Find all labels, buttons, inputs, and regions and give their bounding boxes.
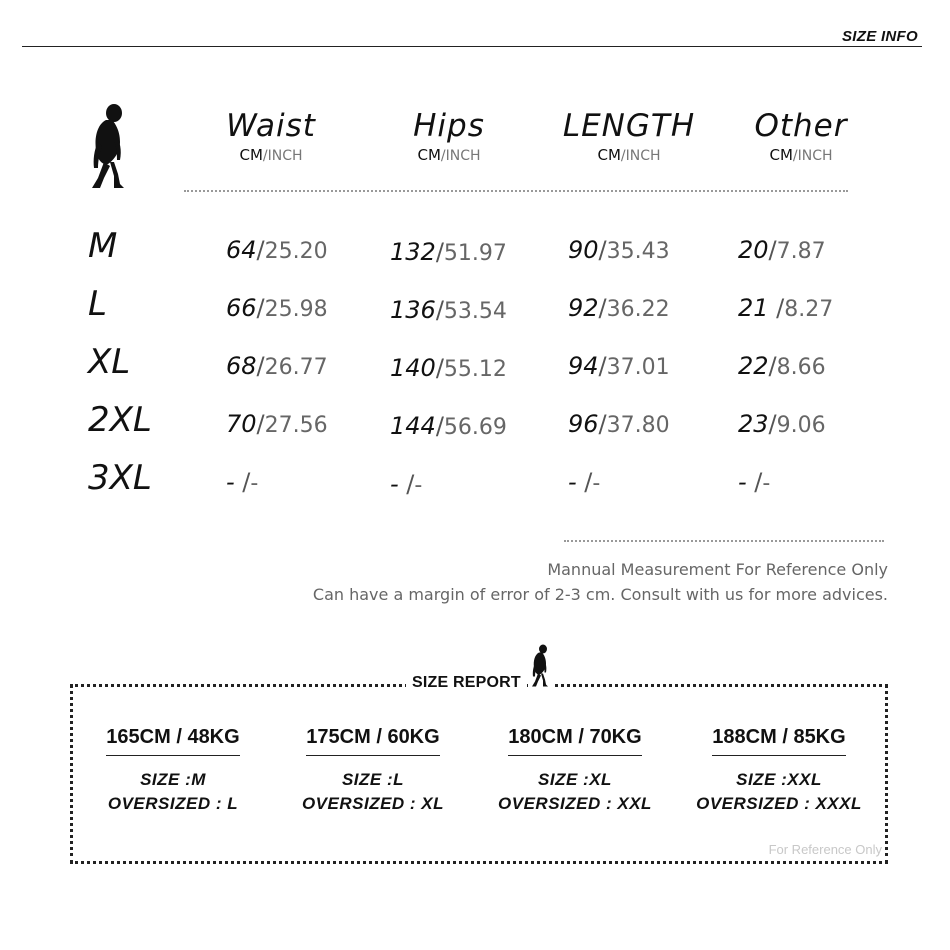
size-report-item <box>278 726 468 814</box>
table-cell: - /- <box>226 468 259 496</box>
table-cell: 94/37.01 <box>568 352 670 380</box>
height-weight: 175CM / 60KG <box>306 726 439 756</box>
recommended-size: SIZE :XL <box>538 770 612 789</box>
size-label-m: M <box>88 226 118 266</box>
walking-ape-figure-icon <box>528 640 554 692</box>
height-weight: 180CM / 70KG <box>508 726 641 756</box>
column-title: LENGTH <box>562 108 696 144</box>
table-cell: 22/8.66 <box>738 352 826 380</box>
table-cell: 90/35.43 <box>568 236 670 264</box>
table-cell: 144/56.69 <box>390 412 507 440</box>
table-cell: - /- <box>568 468 601 496</box>
table-cell: 92/36.22 <box>568 294 670 322</box>
table-cell: 21 /8.27 <box>738 294 834 322</box>
column-unit: CM/INCH <box>239 146 303 164</box>
table-cell: 20/7.87 <box>738 236 826 264</box>
recommended-size: SIZE :L <box>341 770 405 789</box>
measurement-note: Mannual Measurement For Reference Only <box>547 560 888 579</box>
table-cell: 96/37.80 <box>568 410 670 438</box>
table-cell: 140/55.12 <box>390 354 507 382</box>
margin-note: Can have a margin of error of 2-3 cm. Consult with us for more advices. <box>312 585 888 604</box>
column-header-length <box>544 108 714 164</box>
table-cell: - /- <box>390 470 423 498</box>
height-weight: 188CM / 85KG <box>712 726 845 756</box>
notes-dotted-divider <box>564 540 884 542</box>
size-report-item <box>480 726 670 814</box>
walking-ape-figure-icon <box>84 102 136 192</box>
page-title: SIZE INFO <box>841 28 918 45</box>
column-header-hips <box>364 108 534 164</box>
size-report-item <box>78 726 268 814</box>
height-weight: 165CM / 48KG <box>106 726 239 756</box>
oversized-size: OVERSIZED : XXL <box>498 794 652 813</box>
oversized-size: OVERSIZED : XL <box>301 794 445 813</box>
header-dotted-divider <box>184 190 848 192</box>
size-report-item <box>684 726 874 814</box>
table-cell: 68/26.77 <box>226 352 328 380</box>
table-cell: 132/51.97 <box>390 238 507 266</box>
table-cell: 64/25.20 <box>226 236 328 264</box>
table-cell: - /- <box>738 468 771 496</box>
column-title: Waist <box>226 108 316 144</box>
column-header-waist <box>186 108 356 164</box>
oversized-size: OVERSIZED : L <box>107 794 239 813</box>
column-title: Hips <box>413 108 485 144</box>
table-cell: 70/27.56 <box>226 410 328 438</box>
recommended-size: SIZE :XXL <box>736 770 822 789</box>
size-label-l: L <box>88 284 107 324</box>
column-header-other <box>716 108 886 164</box>
table-cell: 66/25.98 <box>226 294 328 322</box>
size-label-3xl: 3XL <box>88 458 152 498</box>
recommended-size: SIZE :M <box>140 770 206 789</box>
column-unit: CM/INCH <box>769 146 833 164</box>
reference-footnote: For Reference Only <box>768 842 882 857</box>
size-label-2xl: 2XL <box>88 400 152 440</box>
table-cell: 23/9.06 <box>738 410 826 438</box>
size-label-xl: XL <box>88 342 131 382</box>
column-unit: CM/INCH <box>597 146 661 164</box>
header-divider <box>22 46 922 47</box>
column-title: Other <box>754 108 848 144</box>
column-unit: CM/INCH <box>417 146 481 164</box>
oversized-size: OVERSIZED : XXXL <box>696 794 862 813</box>
table-cell: 136/53.54 <box>390 296 507 324</box>
size-report-title: SIZE REPORT <box>406 674 527 692</box>
